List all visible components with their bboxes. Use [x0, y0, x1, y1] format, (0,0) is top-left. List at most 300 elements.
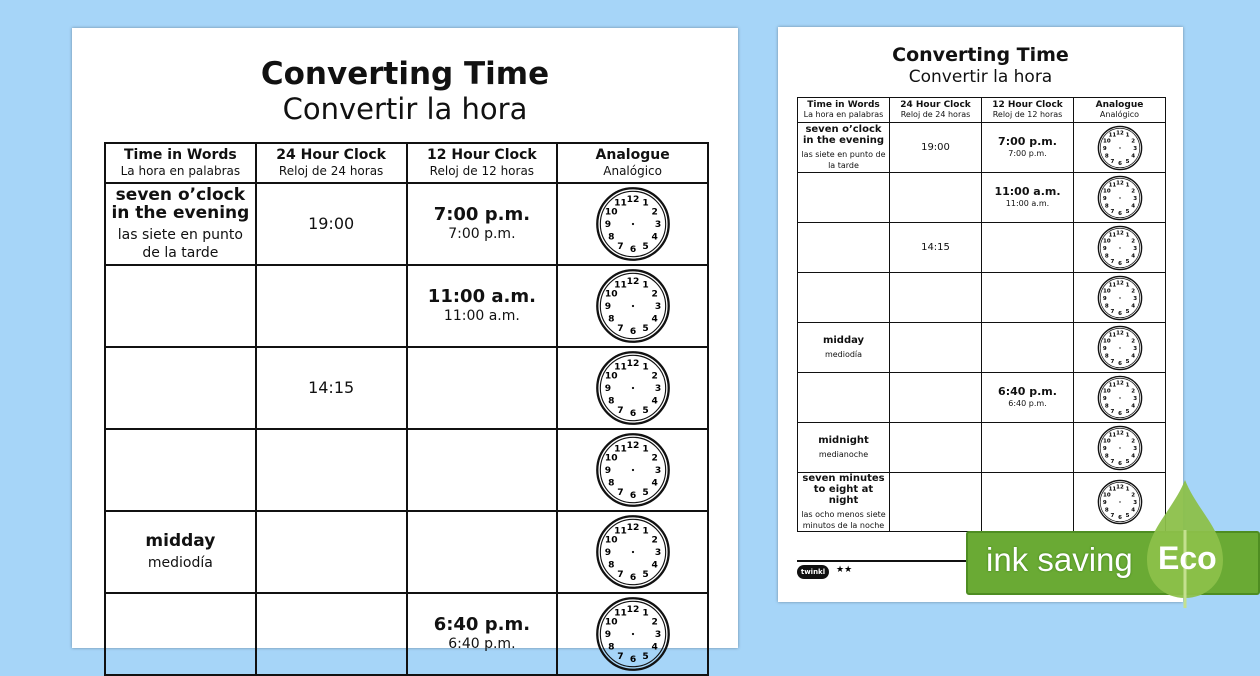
time-12h: 11:00 a.m.: [994, 185, 1061, 198]
svg-text:5: 5: [1125, 258, 1130, 265]
24-hour-cell[interactable]: [890, 223, 982, 273]
svg-text:10: 10: [604, 207, 618, 218]
svg-text:2: 2: [1130, 187, 1135, 194]
svg-text:3: 3: [654, 630, 661, 641]
12-hour-cell[interactable]: [407, 265, 558, 347]
svg-text:4: 4: [651, 642, 658, 653]
analogue-clock-icon: [595, 350, 671, 426]
svg-text:3: 3: [654, 548, 661, 559]
svg-text:5: 5: [1125, 308, 1130, 315]
svg-text:11: 11: [1108, 232, 1116, 239]
header-en: Time in Words: [807, 100, 880, 110]
analogue-clock-icon: [1097, 325, 1143, 371]
svg-text:6: 6: [1117, 460, 1122, 467]
svg-text:1: 1: [641, 444, 649, 455]
time-in-words-cell[interactable]: [798, 173, 890, 223]
24-hour-cell[interactable]: [256, 183, 407, 265]
column-header: [557, 143, 708, 183]
svg-text:6: 6: [1117, 160, 1122, 167]
12-hour-cell[interactable]: [407, 593, 558, 675]
svg-text:12: 12: [626, 358, 639, 369]
words-en: seven minutes to eight at night: [802, 473, 885, 506]
analogue-cell: [1074, 173, 1166, 223]
svg-text:6: 6: [629, 573, 636, 584]
svg-text:1: 1: [1125, 232, 1130, 239]
svg-text:12: 12: [626, 194, 639, 205]
svg-text:5: 5: [641, 651, 649, 662]
time-in-words-cell[interactable]: [105, 511, 256, 593]
svg-text:12: 12: [1115, 430, 1124, 437]
svg-text:9: 9: [604, 220, 611, 231]
svg-text:2: 2: [651, 453, 658, 464]
svg-text:10: 10: [1102, 492, 1111, 499]
analogue-cell: [1074, 373, 1166, 423]
svg-text:2: 2: [1130, 137, 1135, 144]
svg-text:4: 4: [1130, 252, 1135, 259]
svg-text:1: 1: [641, 362, 649, 373]
12-hour-cell[interactable]: [982, 273, 1074, 323]
svg-text:1: 1: [1125, 486, 1130, 493]
column-header: [105, 143, 256, 183]
svg-text:10: 10: [1102, 187, 1111, 194]
svg-text:5: 5: [641, 569, 649, 580]
svg-text:8: 8: [1104, 507, 1109, 514]
svg-text:9: 9: [604, 630, 611, 641]
difficulty-stars: ★★: [836, 565, 853, 575]
svg-text:2: 2: [1130, 437, 1135, 444]
svg-text:9: 9: [604, 466, 611, 477]
12-hour-cell[interactable]: [982, 473, 1074, 532]
table-row: [105, 593, 708, 675]
analogue-cell: [557, 429, 708, 511]
svg-text:4: 4: [1130, 402, 1135, 409]
svg-text:11: 11: [1108, 132, 1116, 139]
svg-text:10: 10: [1102, 137, 1111, 144]
svg-text:7: 7: [616, 241, 624, 252]
analogue-clock-icon: [1097, 479, 1143, 525]
svg-text:12: 12: [1115, 180, 1124, 187]
svg-text:12: 12: [1115, 280, 1124, 287]
time-12h: 7:00 p.m.: [998, 135, 1057, 148]
time-in-words-cell[interactable]: [105, 429, 256, 511]
svg-text:9: 9: [1102, 195, 1107, 202]
svg-text:1: 1: [1125, 182, 1130, 189]
worksheet-title: Converting Time: [260, 56, 550, 92]
svg-text:9: 9: [1102, 445, 1107, 452]
time-in-words-cell[interactable]: [798, 473, 890, 532]
analogue-clock-icon: [595, 268, 671, 344]
svg-text:9: 9: [1102, 345, 1107, 352]
header-es: La hora en palabras: [120, 164, 241, 178]
analogue-cell: [557, 183, 708, 265]
table-row: [798, 223, 1166, 273]
table-row: [105, 265, 708, 347]
svg-text:9: 9: [1102, 295, 1107, 302]
svg-text:12: 12: [1115, 484, 1124, 491]
table-row: [105, 511, 708, 593]
svg-text:2: 2: [1130, 337, 1135, 344]
header-es: Reloj de 24 horas: [900, 110, 971, 119]
analogue-clock-icon: [1097, 275, 1143, 321]
svg-text:6: 6: [629, 655, 636, 666]
svg-text:4: 4: [1130, 452, 1135, 459]
time-in-words-cell[interactable]: [798, 373, 890, 423]
svg-text:2: 2: [651, 207, 658, 218]
svg-text:8: 8: [1104, 152, 1109, 159]
analogue-cell: [1074, 423, 1166, 473]
header-es: Analógico: [603, 164, 662, 178]
svg-text:6: 6: [1117, 210, 1122, 217]
svg-text:7: 7: [1109, 358, 1114, 365]
header-en: Time in Words: [123, 147, 237, 163]
table-row: [105, 347, 708, 429]
svg-text:1: 1: [1125, 132, 1130, 139]
24-hour-cell[interactable]: [256, 511, 407, 593]
svg-text:10: 10: [1102, 237, 1111, 244]
svg-text:3: 3: [1132, 145, 1137, 152]
table-row: [798, 473, 1166, 532]
time-12h-es: 11:00 a.m.: [443, 307, 520, 324]
svg-text:4: 4: [1130, 507, 1135, 514]
svg-text:1: 1: [641, 526, 649, 537]
words-es: mediodía: [824, 350, 863, 359]
analogue-cell: [557, 593, 708, 675]
time-12h-es: 6:40 p.m.: [448, 635, 516, 652]
time-in-words-cell[interactable]: [105, 265, 256, 347]
svg-text:7: 7: [616, 651, 624, 662]
svg-text:8: 8: [607, 396, 615, 407]
time-in-words-cell[interactable]: [798, 223, 890, 273]
svg-text:5: 5: [1125, 408, 1130, 415]
worksheet-subtitle: Convertir la hora: [282, 92, 528, 126]
header-en: Analogue: [595, 147, 670, 163]
12-hour-cell[interactable]: [982, 323, 1074, 373]
24-hour-cell[interactable]: [256, 347, 407, 429]
svg-text:3: 3: [654, 220, 661, 231]
svg-text:12: 12: [626, 276, 639, 287]
time-24h: 19:00: [921, 142, 950, 153]
svg-text:9: 9: [1102, 245, 1107, 252]
analogue-clock-icon: [1097, 375, 1143, 421]
analogue-cell: [557, 511, 708, 593]
24-hour-cell[interactable]: [256, 429, 407, 511]
svg-text:10: 10: [1102, 387, 1111, 394]
svg-text:2: 2: [1130, 492, 1135, 499]
worksheet-title: Converting Time: [892, 44, 1069, 66]
svg-text:8: 8: [1104, 202, 1109, 209]
svg-text:1: 1: [1125, 282, 1130, 289]
svg-text:8: 8: [607, 314, 615, 325]
svg-text:2: 2: [651, 289, 658, 300]
analogue-clock-icon: [595, 596, 671, 672]
svg-text:6: 6: [629, 245, 636, 256]
header-en: 24 Hour Clock: [900, 100, 971, 110]
svg-text:7: 7: [616, 569, 624, 580]
analogue-clock-icon: [1097, 425, 1143, 471]
svg-text:5: 5: [641, 241, 649, 252]
words-en: midday: [822, 335, 865, 346]
svg-text:8: 8: [1104, 252, 1109, 259]
24-hour-cell[interactable]: [890, 323, 982, 373]
12-hour-cell[interactable]: [982, 223, 1074, 273]
analogue-clock-icon: [595, 514, 671, 590]
words-en: midnight: [818, 435, 869, 446]
svg-text:3: 3: [654, 384, 661, 395]
svg-text:4: 4: [651, 314, 658, 325]
time-in-words-cell[interactable]: [798, 323, 890, 373]
svg-text:7: 7: [1109, 512, 1114, 519]
time-in-words-cell[interactable]: [105, 593, 256, 675]
svg-text:2: 2: [1130, 237, 1135, 244]
svg-text:7: 7: [1109, 458, 1114, 465]
time-12h: 7:00 p.m.: [433, 203, 531, 225]
table-row: [105, 429, 708, 511]
analogue-clock-icon: [1097, 125, 1143, 171]
svg-text:10: 10: [604, 535, 618, 546]
svg-text:11: 11: [613, 280, 627, 291]
svg-text:8: 8: [1104, 452, 1109, 459]
time-12h-es: 7:00 p.m.: [1008, 149, 1047, 158]
svg-text:6: 6: [1117, 260, 1122, 267]
analogue-cell: [557, 265, 708, 347]
svg-text:12: 12: [1115, 130, 1124, 137]
svg-text:2: 2: [1130, 287, 1135, 294]
analogue-cell: [1074, 223, 1166, 273]
analogue-cell: [1074, 273, 1166, 323]
words-en: seven o’clock in the evening: [802, 124, 885, 146]
svg-text:9: 9: [1102, 395, 1107, 402]
column-header: [890, 98, 982, 123]
time-in-words-cell[interactable]: [105, 183, 256, 265]
24-hour-cell[interactable]: [890, 273, 982, 323]
svg-text:5: 5: [1125, 358, 1130, 365]
worksheet-preview-large: [72, 28, 738, 666]
svg-text:3: 3: [1132, 295, 1137, 302]
24-hour-cell[interactable]: [890, 123, 982, 173]
svg-text:11: 11: [1108, 432, 1116, 439]
svg-text:3: 3: [1132, 395, 1137, 402]
svg-text:11: 11: [1108, 486, 1116, 493]
time-24h: 14:15: [921, 242, 950, 253]
svg-text:10: 10: [604, 289, 618, 300]
words-es: mediodía: [147, 555, 213, 571]
svg-text:7: 7: [1109, 308, 1114, 315]
svg-text:11: 11: [1108, 182, 1116, 189]
column-header: [982, 98, 1074, 123]
12-hour-cell[interactable]: [982, 423, 1074, 473]
svg-text:8: 8: [607, 560, 615, 571]
time-in-words-cell[interactable]: [798, 123, 890, 173]
time-in-words-cell[interactable]: [105, 347, 256, 429]
table-row: [105, 183, 708, 265]
12-hour-cell[interactable]: [982, 373, 1074, 423]
svg-text:3: 3: [1132, 195, 1137, 202]
svg-text:1: 1: [641, 608, 649, 619]
words-en: midday: [145, 531, 216, 551]
header-en: Analogue: [1095, 100, 1144, 110]
time-24h: 14:15: [308, 378, 355, 397]
svg-text:4: 4: [651, 478, 658, 489]
24-hour-cell[interactable]: [256, 593, 407, 675]
svg-text:1: 1: [641, 198, 649, 209]
svg-text:11: 11: [613, 198, 627, 209]
svg-text:11: 11: [613, 526, 627, 537]
svg-text:10: 10: [604, 371, 618, 382]
time-12h-es: 6:40 p.m.: [1008, 399, 1047, 408]
svg-text:9: 9: [1102, 145, 1107, 152]
svg-text:11: 11: [613, 444, 627, 455]
analogue-clock-icon: [595, 432, 671, 508]
svg-text:3: 3: [1132, 445, 1137, 452]
svg-text:12: 12: [626, 440, 639, 451]
svg-text:2: 2: [651, 617, 658, 628]
column-header: [256, 143, 407, 183]
12-hour-cell[interactable]: [407, 429, 558, 511]
eco-label: Eco: [1158, 540, 1217, 576]
svg-text:5: 5: [1125, 458, 1130, 465]
table-row: [798, 323, 1166, 373]
svg-text:4: 4: [1130, 202, 1135, 209]
svg-text:7: 7: [1109, 258, 1114, 265]
table-row: [798, 173, 1166, 223]
svg-text:10: 10: [1102, 337, 1111, 344]
svg-text:2: 2: [1130, 387, 1135, 394]
svg-text:8: 8: [1104, 352, 1109, 359]
table-header-row: [105, 143, 708, 183]
12-hour-cell[interactable]: [407, 347, 558, 429]
svg-text:6: 6: [629, 327, 636, 338]
table-row: [798, 123, 1166, 173]
svg-text:4: 4: [651, 560, 658, 571]
svg-text:9: 9: [604, 384, 611, 395]
svg-text:10: 10: [1102, 287, 1111, 294]
column-header: [1074, 98, 1166, 123]
svg-text:8: 8: [607, 232, 615, 243]
12-hour-cell[interactable]: [982, 173, 1074, 223]
svg-text:8: 8: [607, 478, 615, 489]
svg-text:1: 1: [1125, 332, 1130, 339]
svg-text:6: 6: [629, 491, 636, 502]
svg-text:9: 9: [604, 302, 611, 313]
svg-text:7: 7: [616, 323, 624, 334]
svg-text:11: 11: [1108, 382, 1116, 389]
header-en: 12 Hour Clock: [427, 147, 537, 163]
svg-text:4: 4: [1130, 152, 1135, 159]
analogue-cell: [1074, 323, 1166, 373]
time-24h: 19:00: [308, 214, 355, 233]
time-12h-es: 11:00 a.m.: [1005, 199, 1050, 208]
svg-text:11: 11: [613, 362, 627, 373]
svg-text:5: 5: [1125, 158, 1130, 165]
svg-text:12: 12: [1115, 330, 1124, 337]
header-en: 24 Hour Clock: [276, 147, 386, 163]
table-row: [798, 273, 1166, 323]
svg-text:11: 11: [1108, 282, 1116, 289]
12-hour-cell[interactable]: [982, 123, 1074, 173]
column-header: [407, 143, 558, 183]
header-en: 12 Hour Clock: [992, 100, 1063, 110]
svg-text:5: 5: [1125, 512, 1130, 519]
time-12h-es: 7:00 p.m.: [448, 225, 516, 242]
24-hour-cell[interactable]: [890, 173, 982, 223]
time-in-words-cell[interactable]: [798, 273, 890, 323]
analogue-cell: [557, 347, 708, 429]
svg-text:3: 3: [1132, 499, 1137, 506]
svg-text:9: 9: [1102, 499, 1107, 506]
svg-text:3: 3: [654, 466, 661, 477]
svg-text:5: 5: [641, 323, 649, 334]
words-es: medianoche: [818, 450, 869, 459]
svg-text:12: 12: [1115, 380, 1124, 387]
conversion-table: [104, 142, 709, 676]
header-es: Reloj de 12 horas: [429, 164, 535, 178]
svg-text:7: 7: [1109, 208, 1114, 215]
svg-text:9: 9: [604, 548, 611, 559]
column-header: [798, 98, 890, 123]
svg-text:4: 4: [1130, 302, 1135, 309]
time-12h: 6:40 p.m.: [433, 613, 531, 635]
table-row: [798, 423, 1166, 473]
twinkl-logo: twinkl: [797, 565, 829, 579]
table-header-row: [798, 98, 1166, 123]
analogue-clock-icon: [595, 186, 671, 262]
analogue-clock-icon: [1097, 175, 1143, 221]
header-es: Reloj de 12 horas: [992, 110, 1063, 119]
svg-text:5: 5: [1125, 208, 1130, 215]
svg-text:5: 5: [641, 487, 649, 498]
12-hour-cell[interactable]: [407, 511, 558, 593]
header-es: La hora en palabras: [803, 110, 884, 119]
words-es: las siete en punto de la tarde: [117, 227, 243, 261]
svg-text:1: 1: [1125, 382, 1130, 389]
svg-text:4: 4: [1130, 352, 1135, 359]
24-hour-cell[interactable]: [256, 265, 407, 347]
svg-text:12: 12: [1115, 230, 1124, 237]
svg-text:7: 7: [616, 405, 624, 416]
conversion-table: [797, 97, 1166, 532]
analogue-cell: [1074, 123, 1166, 173]
svg-text:3: 3: [654, 302, 661, 313]
svg-text:10: 10: [604, 453, 618, 464]
header-es: Reloj de 24 horas: [278, 164, 384, 178]
words-es: las siete en punto de la tarde: [801, 150, 886, 170]
12-hour-cell[interactable]: [407, 183, 558, 265]
time-12h: 6:40 p.m.: [998, 385, 1057, 398]
svg-text:2: 2: [651, 535, 658, 546]
analogue-clock-icon: [1097, 225, 1143, 271]
svg-text:3: 3: [1132, 345, 1137, 352]
svg-text:12: 12: [626, 522, 639, 533]
24-hour-cell[interactable]: [890, 373, 982, 423]
svg-text:5: 5: [641, 405, 649, 416]
svg-text:6: 6: [1117, 515, 1122, 522]
words-en: seven o’clock in the evening: [111, 185, 250, 223]
24-hour-cell[interactable]: [890, 423, 982, 473]
svg-text:11: 11: [613, 608, 627, 619]
24-hour-cell[interactable]: [890, 473, 982, 532]
time-12h: 11:00 a.m.: [427, 285, 536, 307]
svg-text:7: 7: [616, 487, 624, 498]
ink-saving-text: ink saving: [986, 541, 1133, 578]
header-es: Analógico: [1099, 110, 1140, 119]
svg-text:4: 4: [651, 232, 658, 243]
svg-text:11: 11: [1108, 332, 1116, 339]
svg-text:3: 3: [1132, 245, 1137, 252]
svg-text:6: 6: [1117, 360, 1122, 367]
words-es: las ocho menos siete minutos de la noche: [801, 510, 886, 530]
time-in-words-cell[interactable]: [798, 423, 890, 473]
svg-text:6: 6: [1117, 310, 1122, 317]
